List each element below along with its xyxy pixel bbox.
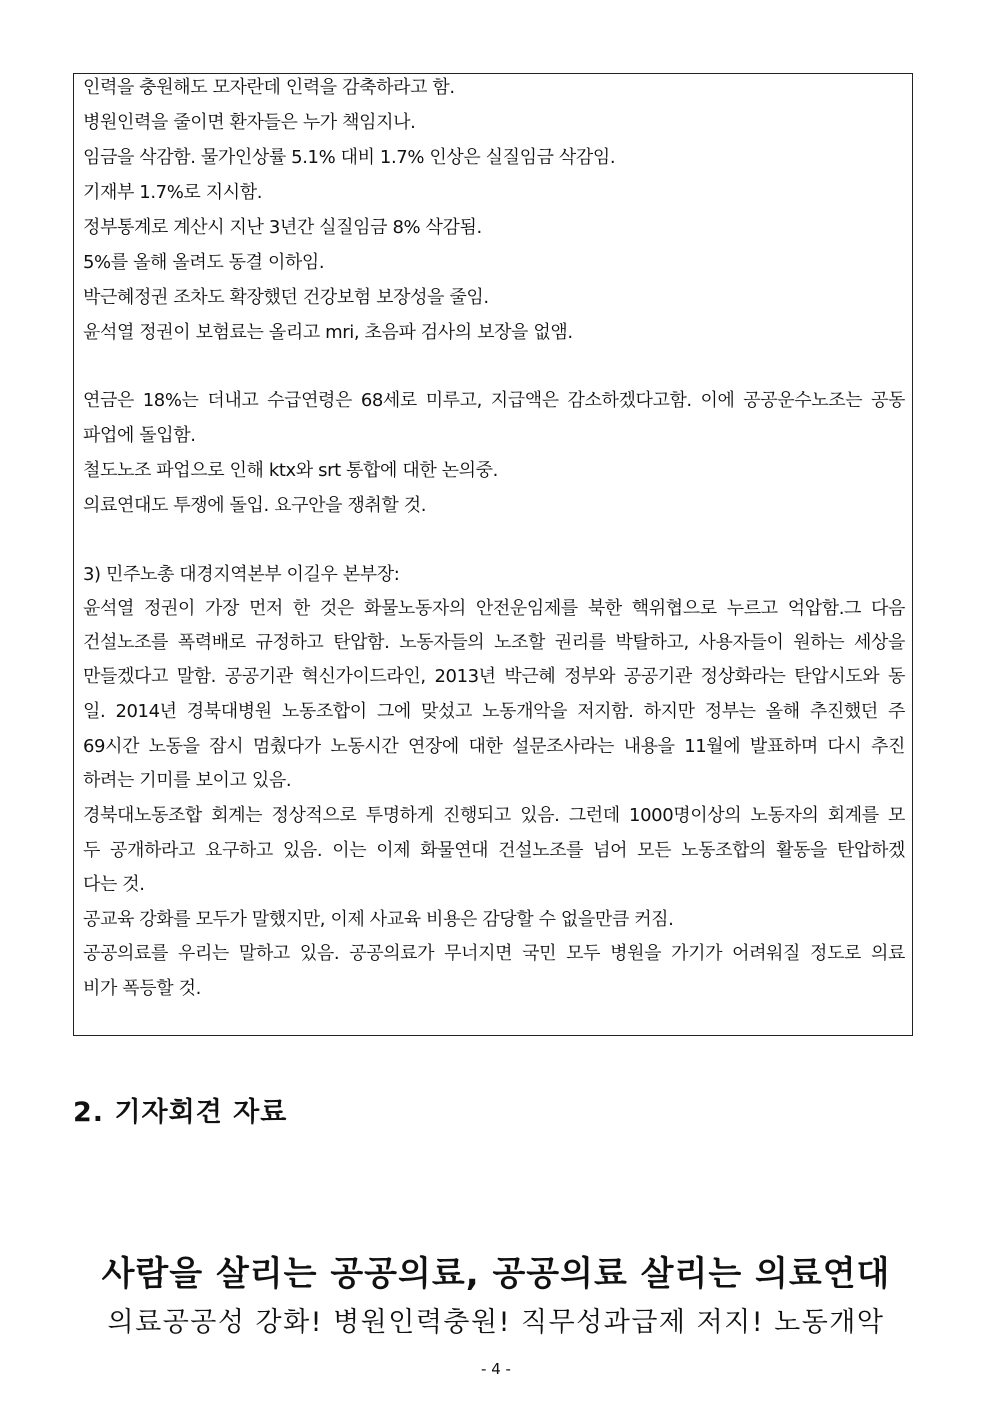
box-line: 박근혜정권 조차도 확장했던 건강보험 보장성을 줄임. bbox=[83, 287, 489, 308]
box-line: 병원인력을 줄이면 환자들은 누가 책임지나. bbox=[83, 112, 416, 133]
box-line: 파업에 돌입함. bbox=[83, 425, 196, 446]
box-line: 공교육 강화를 모두가 말했지만, 이제 사교육 비용은 감당할 수 없을만큼 커짐. bbox=[83, 909, 674, 930]
box-line: 일. 2014년 경북대병원 노동조합이 그에 맞섰고 노동개악을 저지함. 하지만 정부는 올해 추진했던 주 bbox=[83, 701, 905, 722]
box-line: 하려는 기미를 보이고 있음. bbox=[83, 770, 292, 791]
box-line: 연금은 18%는 더내고 수급연령은 68세로 미루고, 지급액은 감소하겠다고함. 이에 공공운수노조는 공동 bbox=[83, 390, 905, 411]
box-line: 임금을 삭감함. 물가인상률 5.1% 대비 1.7% 인상은 실질임금 삭감임. bbox=[83, 147, 616, 168]
box-line: 경북대노동조합 회계는 정상적으로 투명하게 진행되고 있음. 그런데 1000명이상의 노동자의 회계를 모 bbox=[83, 805, 905, 826]
box-line: 인력을 충원해도 모자란데 인력을 감축하라고 함. bbox=[83, 77, 455, 98]
box-line: 철도노조 파업으로 인해 ktx와 srt 통합에 대한 논의중. bbox=[83, 460, 498, 481]
section-heading: 2. 기자회견 자료 bbox=[73, 1097, 288, 1128]
box-line: 비가 폭등할 것. bbox=[83, 978, 201, 999]
box-line: 정부통계로 계산시 지난 3년간 실질임금 8% 삭감됨. bbox=[83, 217, 482, 238]
press-title: 사람을 살리는 공공의료, 공공의료 살리는 의료연대 bbox=[101, 1254, 891, 1294]
box-line: 5%를 올해 올려도 동결 이하임. bbox=[83, 252, 325, 273]
box-line: 다는 것. bbox=[83, 874, 145, 895]
box-line: 공공의료를 우리는 말하고 있음. 공공의료가 무너지면 국민 모두 병원을 가기가 어려워질 정도로 의료 bbox=[83, 943, 905, 964]
box-line: 기재부 1.7%로 지시함. bbox=[83, 182, 263, 203]
box-line: 의료연대도 투쟁에 돌입. 요구안을 쟁취할 것. bbox=[83, 495, 427, 516]
box-line: 두 공개하라고 요구하고 있음. 이는 이제 화물연대 건설노조를 넘어 모든 노동조합의 활동을 탄압하겠 bbox=[83, 840, 905, 861]
box-line: 3) 민주노총 대경지역본부 이길우 본부장: bbox=[83, 564, 400, 585]
box-line: 윤석열 정권이 가장 먼저 한 것은 화물노동자의 안전운임제를 북한 핵위협으로 누르고 억압함.그 다음 bbox=[83, 598, 905, 619]
box-line: 69시간 노동을 잠시 멈췄다가 노동시간 연장에 대한 설문조사라는 내용을 11월에 발표하며 다시 추진 bbox=[83, 736, 905, 757]
box-line: 만들겠다고 말함. 공공기관 혁신가이드라인, 2013년 박근혜 정부와 공공기관 정상화라는 탄압시도와 동 bbox=[83, 666, 905, 687]
box-line: 건설노조를 폭력배로 규정하고 탄압함. 노동자들의 노조할 권리를 박탈하고, 사용자들이 원하는 세상을 bbox=[83, 632, 905, 653]
press-subtitle: 의료공공성 강화! 병원인력충원! 직무성과급제 저지! 노동개악 bbox=[107, 1307, 885, 1338]
box-line: 윤석열 정권이 보험료는 올리고 mri, 초음파 검사의 보장을 없앰. bbox=[83, 322, 573, 343]
page-number: - 4 - bbox=[481, 1360, 511, 1378]
